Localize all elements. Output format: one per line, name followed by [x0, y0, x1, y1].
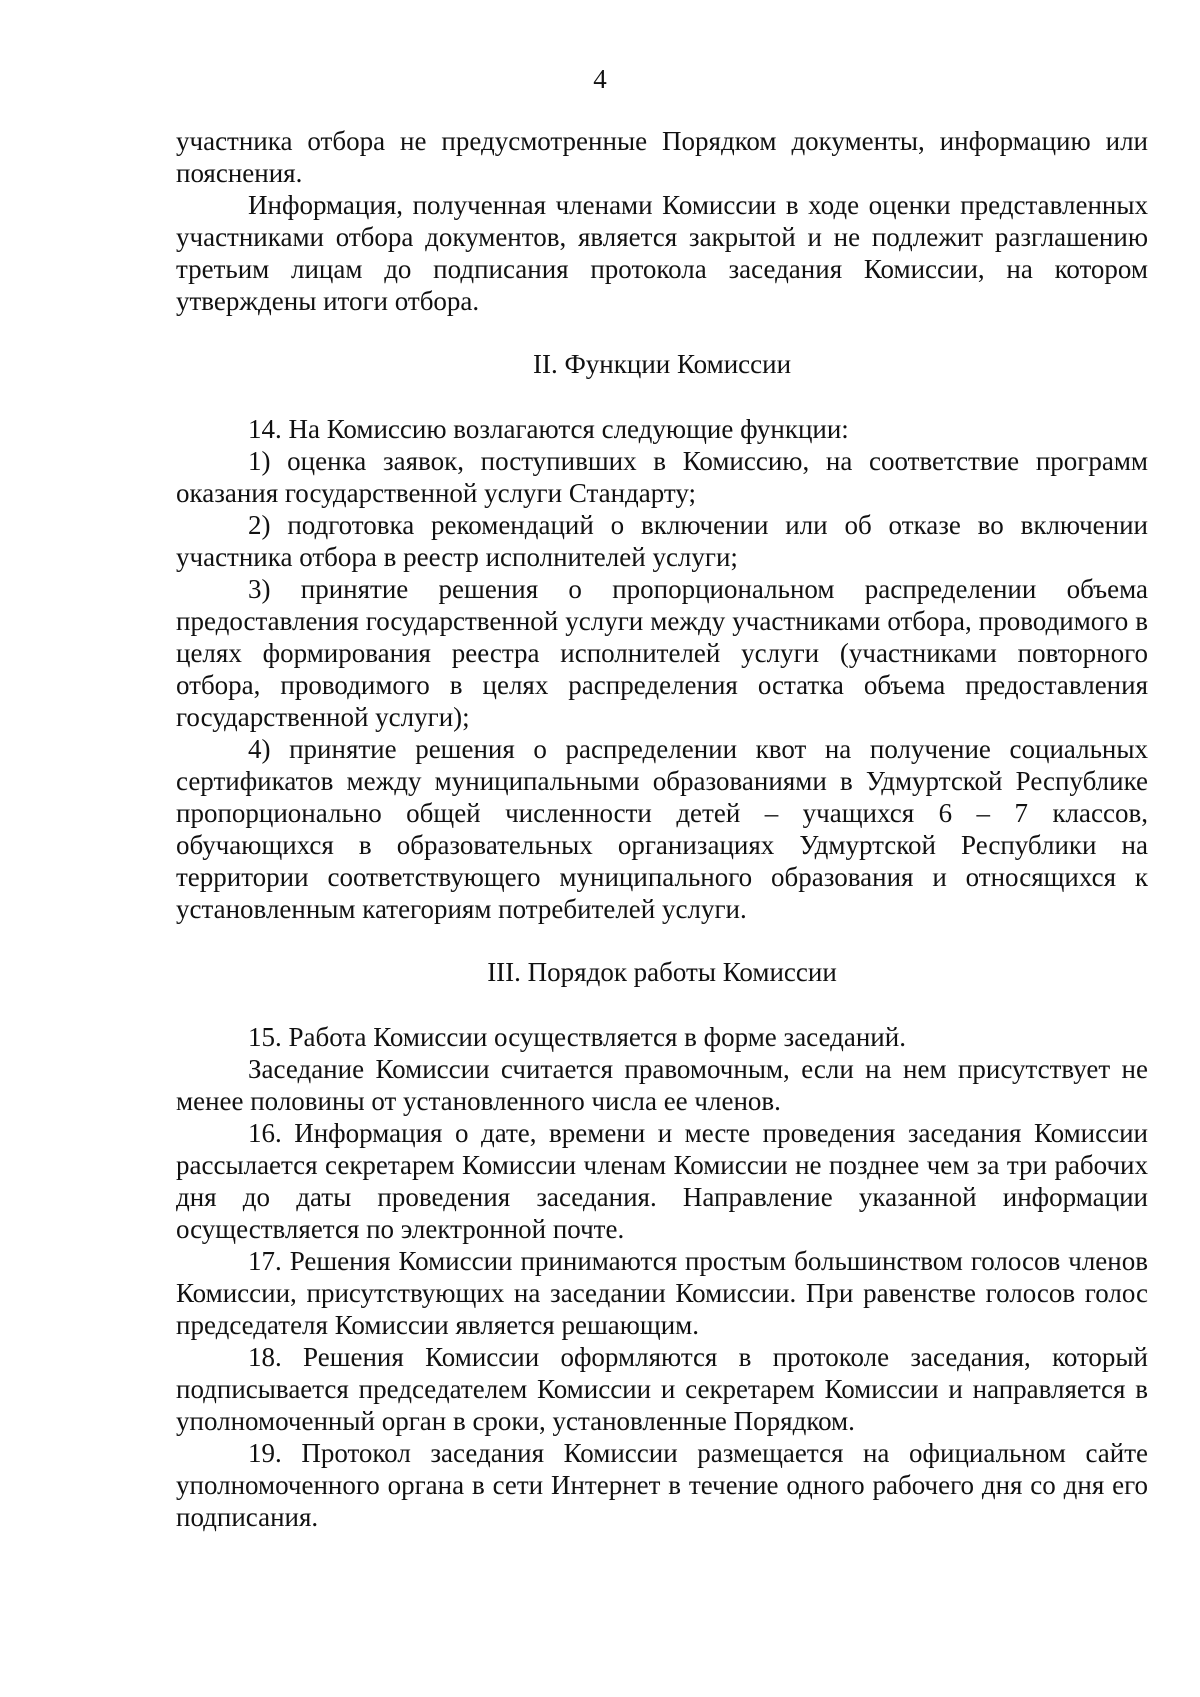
paragraph-18: 18. Решения Комиссии оформляются в протоколе заседания, который подписывается председателем Комиссии и секретарем Комиссии и направляется в уполномоченный орган в сроки, установленные Порядком.: [176, 1342, 1148, 1436]
function-item-3: 3) принятие решения о пропорциональном распределении объема предоставления государственной услуги между участниками отбора, проводимого в целях формирования реестра исполнителей услуги (участниками повторного отбора, проводимого в целях распределения остатка объема предоставления государственной услуги);: [176, 574, 1148, 732]
function-item-4: 4) принятие решения о распределении квот на получение социальных сертификатов между муниципальными образованиями в Удмуртской Республике пропорционально общей численности детей – учащихся 6 – 7 классов, обучающихся в образовательных организациях Удмуртской Республики на территории соответствующего муниципального образования и относящихся к установленным категориям потребителей услуги.: [176, 734, 1148, 924]
page-number: 4: [593, 64, 607, 94]
paragraph-16: 16. Информация о дате, времени и месте проведения заседания Комиссии рассылается секретарем Комиссии членам Комиссии не позднее чем за три рабочих дня до даты проведения заседания. Направление указанной информации осуществляется по электронной почте.: [176, 1118, 1148, 1244]
function-item-2: 2) подготовка рекомендаций о включении или об отказе во включении участника отбора в реестр исполнителей услуги;: [176, 510, 1148, 572]
section-3-heading: III. Порядок работы Комиссии: [487, 957, 837, 987]
paragraph-19: 19. Протокол заседания Комиссии размещается на официальном сайте уполномоченного органа в сети Интернет в течение одного рабочего дня со дня его подписания.: [176, 1438, 1148, 1532]
quorum-paragraph: Заседание Комиссии считается правомочным, если на нем присутствует не менее половины от установленного числа ее членов.: [176, 1054, 1148, 1116]
paragraph-17: 17. Решения Комиссии принимаются простым большинством голосов членов Комиссии, присутствующих на заседании Комиссии. При равенстве голосов голос председателя Комиссии является решающим.: [176, 1246, 1148, 1340]
confidentiality-paragraph: Информация, полученная членами Комиссии в ходе оценки представленных участниками отбора документов, является закрытой и не подлежит разглашению третьим лицам до подписания протокола заседания Комиссии, на котором утверждены итоги отбора.: [176, 190, 1148, 316]
paragraph-15: 15. Работа Комиссии осуществляется в форме заседаний.: [248, 1022, 906, 1052]
paragraph-14: 14. На Комиссию возлагаются следующие функции:: [248, 414, 849, 444]
continuation-paragraph: участника отбора не предусмотренные Порядком документы, информацию или пояснения.: [176, 126, 1148, 188]
document-body: [176, 125, 1148, 1533]
section-2-heading: II. Функции Комиссии: [532, 349, 792, 379]
function-item-1: 1) оценка заявок, поступивших в Комиссию, на соответствие программ оказания государственной услуги Стандарту;: [176, 446, 1148, 508]
